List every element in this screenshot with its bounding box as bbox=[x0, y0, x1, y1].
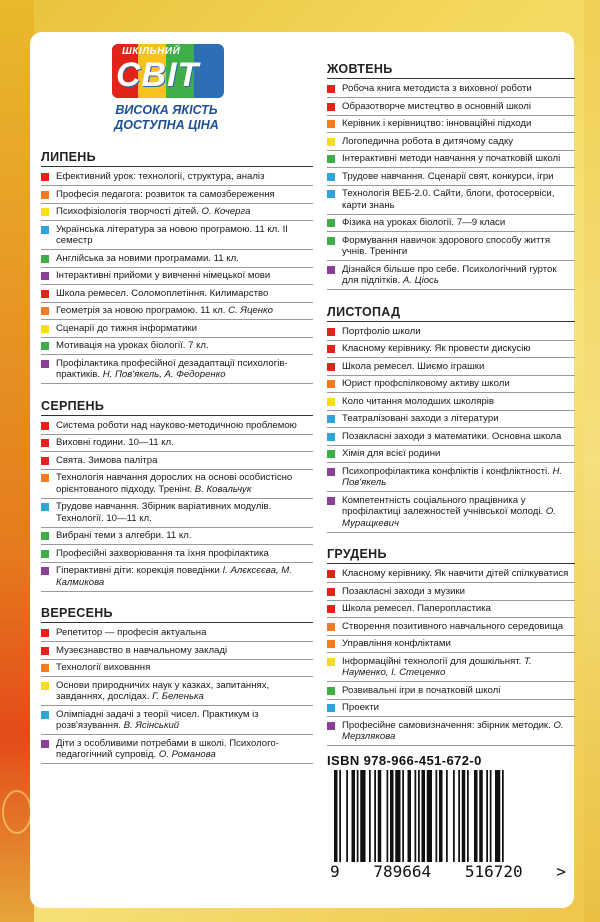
section-1 bbox=[41, 387, 313, 592]
barcode-bar bbox=[486, 770, 488, 862]
color-marker-icon bbox=[41, 439, 49, 447]
list-item bbox=[327, 235, 575, 262]
item-title: Школа ремесел. Шиємо іграшки bbox=[342, 360, 485, 372]
color-marker-icon bbox=[41, 740, 49, 748]
barcode-bar bbox=[439, 770, 443, 862]
color-marker-icon bbox=[41, 422, 49, 430]
barcode-bar bbox=[479, 770, 483, 862]
logo-tagline-1: ВИСОКА ЯКІСТЬ bbox=[115, 103, 218, 117]
list-item bbox=[327, 217, 575, 232]
barcode-bar bbox=[402, 770, 404, 862]
item-author: О. Мерзлякова bbox=[342, 719, 564, 742]
list-item bbox=[327, 466, 575, 493]
item-title: Гіперактивні діти: корекція поведінки bbox=[56, 565, 223, 576]
list-item bbox=[327, 638, 575, 653]
logo-tagline-2: ДОСТУПНА ЦІНА bbox=[114, 118, 219, 132]
list-item bbox=[327, 413, 575, 428]
barcode-digit-prefix: 9 bbox=[330, 862, 340, 881]
item-title: Сценарії до тижня інформатики bbox=[56, 322, 198, 334]
item-title: Олімпіадні задачі з теорії чисел. Практикум із розв'язування. bbox=[56, 708, 259, 731]
barcode-bar bbox=[422, 770, 426, 874]
color-marker-icon bbox=[41, 629, 49, 637]
section-0 bbox=[41, 150, 313, 384]
item-author: А. Ціось bbox=[402, 275, 439, 286]
item-title: Інформаційні технології для дошкільнят. bbox=[342, 655, 524, 667]
list-item bbox=[41, 662, 313, 677]
item-title: Коло читання молодших школярів bbox=[342, 395, 495, 407]
item-title: Технологія ВЕБ-2.0. Сайти, блоги, фотосервіси, карти знань bbox=[342, 188, 555, 211]
item-title: Компетентність соціального працівника у профілактиці залежностей учнівської молоді. bbox=[342, 494, 546, 517]
item-title: Створення позитивного навчального середовища bbox=[342, 620, 564, 632]
barcode-bar bbox=[374, 770, 376, 862]
list-item bbox=[41, 420, 313, 435]
list-item bbox=[327, 83, 575, 98]
color-marker-icon bbox=[327, 450, 335, 458]
color-marker-icon bbox=[41, 290, 49, 298]
item-author: В. Ясінський bbox=[123, 720, 180, 731]
color-marker-icon bbox=[327, 497, 335, 505]
list-item bbox=[327, 586, 575, 601]
month-heading: ЛИПЕНЬ bbox=[41, 150, 313, 167]
barcode-bar bbox=[334, 770, 338, 874]
list-item bbox=[327, 568, 575, 583]
isbn-text: ISBN 978-966-451-672-0 bbox=[327, 753, 482, 768]
color-marker-icon bbox=[41, 550, 49, 558]
barcode-digit-suffix: > bbox=[556, 862, 566, 881]
section-5 bbox=[327, 535, 575, 746]
color-marker-icon bbox=[41, 532, 49, 540]
color-marker-icon bbox=[327, 266, 335, 274]
color-marker-icon bbox=[41, 711, 49, 719]
month-heading: ЖОВТЕНЬ bbox=[327, 62, 575, 79]
item-title: Профілактика професійної дезадаптації психологів-практиків. bbox=[56, 357, 288, 380]
list-item bbox=[327, 326, 575, 341]
title-list bbox=[327, 326, 575, 533]
section-2 bbox=[41, 594, 313, 764]
item-author: С. Яценко bbox=[228, 305, 273, 316]
item-title: Основи природничих наук у казках, запитаннях, завданнях, дослідах. bbox=[56, 679, 270, 702]
barcode-bar bbox=[395, 770, 400, 862]
item-title: Ефективний урок: технології, структура, аналіз bbox=[56, 171, 265, 182]
item-title: Портфоліо школи bbox=[342, 325, 421, 337]
barcode-bar bbox=[462, 770, 466, 862]
color-marker-icon bbox=[327, 722, 335, 730]
section-3 bbox=[327, 62, 575, 290]
list-item bbox=[327, 603, 575, 618]
month-heading: ЛИСТОПАД bbox=[327, 305, 575, 322]
color-marker-icon bbox=[327, 605, 335, 613]
item-title: Інтерактивні прийоми у вивченні німецької мови bbox=[56, 270, 271, 281]
color-marker-icon bbox=[327, 138, 335, 146]
list-item bbox=[41, 206, 313, 221]
color-marker-icon bbox=[327, 588, 335, 596]
list-item bbox=[41, 340, 313, 355]
color-marker-icon bbox=[327, 237, 335, 245]
barcode-bar bbox=[495, 770, 500, 862]
color-marker-icon bbox=[327, 155, 335, 163]
barcode-bar bbox=[453, 770, 455, 862]
list-item bbox=[41, 455, 313, 470]
list-item bbox=[327, 188, 575, 215]
color-marker-icon bbox=[327, 380, 335, 388]
list-item bbox=[41, 171, 313, 186]
item-title: Логопедична робота в дитячому садку bbox=[342, 135, 514, 147]
logo-big-text: СВІТ bbox=[116, 56, 200, 94]
color-marker-icon bbox=[41, 208, 49, 216]
list-item bbox=[327, 685, 575, 700]
barcode-bar bbox=[346, 770, 348, 862]
color-marker-icon bbox=[327, 687, 335, 695]
item-title: Позакласні заходи з математики. Основна школа bbox=[342, 430, 562, 442]
color-marker-icon bbox=[327, 173, 335, 181]
item-title: Психопрофілактика конфліктів і конфліктності. bbox=[342, 465, 553, 477]
color-marker-icon bbox=[41, 664, 49, 672]
item-title: Інтерактивні методи навчання у початковій школі bbox=[342, 153, 561, 164]
barcode-bar bbox=[408, 770, 412, 862]
color-marker-icon bbox=[41, 255, 49, 263]
list-item bbox=[41, 270, 313, 285]
item-title: Формування навичок здорового способу життя учнів. Тренінги bbox=[342, 234, 551, 257]
color-marker-icon bbox=[327, 345, 335, 353]
item-title: Англійська за новими програмами. 11 кл. bbox=[56, 252, 239, 264]
publisher-logo bbox=[94, 42, 239, 132]
barcode-bar bbox=[378, 770, 382, 862]
list-item bbox=[327, 448, 575, 463]
color-marker-icon bbox=[327, 219, 335, 227]
item-title: Класному керівнику. Як навчити дітей спілкуватися bbox=[342, 568, 569, 579]
background-left-strip bbox=[0, 0, 34, 922]
list-item bbox=[41, 358, 313, 385]
list-item bbox=[327, 720, 575, 747]
color-marker-icon bbox=[327, 363, 335, 371]
list-item bbox=[327, 656, 575, 683]
item-title: Геометрія за новою програмою. 11 кл. bbox=[56, 305, 229, 316]
item-title: Робоча книга методиста з виховної роботи bbox=[342, 83, 532, 94]
color-marker-icon bbox=[327, 398, 335, 406]
item-title: Проекти bbox=[342, 702, 379, 713]
item-title: Професійне самовизначення: збірник методик. bbox=[342, 719, 554, 731]
item-title: Позакласні заходи з музики bbox=[342, 585, 466, 597]
list-item bbox=[327, 495, 575, 533]
item-title: Українська література за новою програмою. 11 кл. ІІ семестр bbox=[56, 223, 288, 246]
color-marker-icon bbox=[327, 433, 335, 441]
barcode-bar bbox=[369, 770, 371, 862]
item-author: Т. Науменко, І. Стеценко bbox=[342, 655, 532, 678]
section-4 bbox=[327, 293, 575, 533]
list-item bbox=[327, 396, 575, 411]
barcode-bar bbox=[387, 770, 389, 862]
item-title: Технологія навчання дорослих на основі особистісно орієнтованого підходу. Тренінг. bbox=[56, 472, 293, 495]
color-marker-icon bbox=[41, 567, 49, 575]
list-item bbox=[327, 702, 575, 717]
barcode-digit-group-2: 516720 bbox=[464, 862, 523, 881]
title-list bbox=[327, 83, 575, 290]
list-item bbox=[327, 378, 575, 393]
item-title: Хімія для всієї родини bbox=[342, 448, 441, 459]
barcode-digit-group-1: 789664 bbox=[373, 862, 432, 881]
month-heading: ВЕРЕСЕНЬ bbox=[41, 606, 313, 623]
list-item bbox=[327, 118, 575, 133]
item-title: Управління конфліктами bbox=[342, 638, 451, 649]
title-list bbox=[41, 171, 313, 384]
barcode-bar bbox=[436, 770, 438, 862]
barcode-bar bbox=[458, 770, 460, 862]
color-marker-icon bbox=[41, 173, 49, 181]
item-title: Музеєзнавство в навчальному закладі bbox=[56, 644, 228, 656]
list-item bbox=[41, 472, 313, 499]
item-title: Образотворче мистецтво в основній школі bbox=[342, 100, 531, 112]
item-author: І. Алєксєєва, М. Калмикова bbox=[56, 565, 292, 588]
list-item bbox=[327, 171, 575, 186]
list-item bbox=[327, 101, 575, 116]
background-right-strip bbox=[584, 0, 600, 922]
color-marker-icon bbox=[41, 682, 49, 690]
barcode-bar bbox=[357, 770, 359, 862]
item-title: Трудове навчання. Збірник варіативних модулів. Технології. 10—11 кл. bbox=[56, 501, 272, 524]
decorative-swirl bbox=[2, 790, 32, 834]
color-marker-icon bbox=[327, 640, 335, 648]
barcode-bar bbox=[467, 770, 469, 862]
list-item bbox=[327, 153, 575, 168]
item-title: Мотивація на уроках біології. 7 кл. bbox=[56, 340, 209, 351]
color-marker-icon bbox=[41, 325, 49, 333]
item-title: Розвивальні ігри в початковій школі bbox=[342, 684, 501, 696]
color-marker-icon bbox=[327, 623, 335, 631]
color-marker-icon bbox=[327, 103, 335, 111]
item-author: О. Кочерга bbox=[201, 206, 251, 217]
month-heading: СЕРПЕНЬ bbox=[41, 399, 313, 416]
barcode-bar bbox=[352, 770, 356, 862]
color-marker-icon bbox=[327, 570, 335, 578]
item-author: О. Муращкевич bbox=[342, 506, 556, 529]
item-author: В. Ковальчук bbox=[194, 483, 252, 495]
color-marker-icon bbox=[41, 191, 49, 199]
month-heading: ГРУДЕНЬ bbox=[327, 547, 575, 564]
list-item bbox=[41, 530, 313, 545]
color-marker-icon bbox=[41, 457, 49, 465]
item-title: Професія педагога: розвиток та самозбереження bbox=[56, 188, 275, 200]
item-title: Трудове навчання. Сценарії свят, конкурси, ігри bbox=[342, 170, 554, 182]
title-list bbox=[41, 420, 313, 592]
item-title: Класному керівнику. Як провести дискусію bbox=[342, 343, 531, 354]
color-marker-icon bbox=[41, 226, 49, 234]
item-title: Театралізовані заходи з літератури bbox=[342, 413, 499, 424]
item-title: Дізнайся більше про себе. Психологічний гурток для підлітків. bbox=[342, 263, 557, 286]
title-list bbox=[327, 568, 575, 746]
list-item bbox=[41, 253, 313, 268]
list-item bbox=[41, 305, 313, 320]
color-marker-icon bbox=[41, 503, 49, 511]
color-marker-icon bbox=[327, 704, 335, 712]
item-title: Керівник і керівництво: інноваційні підходи bbox=[342, 118, 532, 129]
color-marker-icon bbox=[327, 120, 335, 128]
list-item bbox=[41, 224, 313, 251]
list-item bbox=[41, 548, 313, 563]
item-title: Школа ремесел. Паперопластика bbox=[342, 603, 492, 614]
list-item bbox=[327, 136, 575, 151]
list-item bbox=[41, 189, 313, 204]
color-marker-icon bbox=[41, 647, 49, 655]
item-title: Діти з особливими потребами в школі. Психолого-педагогічний супровід. bbox=[56, 737, 279, 760]
list-item bbox=[41, 709, 313, 736]
list-item bbox=[41, 501, 313, 528]
item-author: О. Романова bbox=[158, 749, 216, 760]
barcode-bar bbox=[390, 770, 394, 862]
item-title: Свята. Зимова палітра bbox=[56, 454, 158, 466]
barcode-bar bbox=[446, 770, 448, 862]
color-marker-icon bbox=[41, 307, 49, 315]
list-item bbox=[327, 343, 575, 358]
list-item bbox=[41, 288, 313, 303]
barcode-bar bbox=[339, 770, 341, 874]
color-marker-icon bbox=[327, 468, 335, 476]
list-item bbox=[327, 264, 575, 291]
list-item bbox=[41, 680, 313, 707]
item-title: Система роботи над науково-методичною проблемою bbox=[56, 419, 297, 431]
color-marker-icon bbox=[327, 658, 335, 666]
barcode-bar bbox=[415, 770, 417, 862]
list-item bbox=[327, 361, 575, 376]
list-item bbox=[327, 431, 575, 446]
color-marker-icon bbox=[41, 474, 49, 482]
item-author: Н. Пов'якель, А. Федоренко bbox=[102, 369, 226, 380]
item-author: Г. Беленька bbox=[152, 691, 204, 702]
list-item bbox=[41, 645, 313, 660]
list-item bbox=[41, 738, 313, 765]
item-title: Професійні захворювання та їхня профілактика bbox=[56, 547, 269, 559]
list-item bbox=[41, 437, 313, 452]
item-title: Юрист профспілковому активу школи bbox=[342, 378, 510, 389]
item-title: Психофізіологія творчості дітей. bbox=[56, 206, 202, 217]
color-marker-icon bbox=[41, 342, 49, 350]
list-item bbox=[41, 627, 313, 642]
item-title: Вибрані теми з алгебри. 11 кл. bbox=[56, 530, 192, 541]
item-title: Репетитор — професія актуальна bbox=[56, 627, 207, 638]
item-author: Н. Пов'якель bbox=[342, 465, 563, 488]
list-item bbox=[41, 565, 313, 592]
barcode-bar bbox=[427, 770, 432, 862]
right-column bbox=[327, 62, 575, 749]
barcode-bar bbox=[418, 770, 420, 874]
barcode-bar bbox=[474, 770, 478, 862]
list-item bbox=[327, 621, 575, 636]
barcode-bar bbox=[490, 770, 492, 862]
barcode-digits bbox=[330, 862, 566, 882]
item-title: Технології виховання bbox=[56, 662, 151, 673]
barcode-bar bbox=[502, 770, 504, 874]
left-column bbox=[41, 150, 313, 767]
item-title: Фізика на уроках біології. 7—9 класи bbox=[342, 217, 506, 228]
barcode-bar bbox=[360, 770, 365, 862]
color-marker-icon bbox=[327, 85, 335, 93]
item-title: Школа ремесел. Соломоплетіння. Килимарство bbox=[56, 287, 269, 299]
logo-small-text: ШКІЛЬНИЙ bbox=[122, 46, 181, 57]
color-marker-icon bbox=[327, 190, 335, 198]
list-item bbox=[41, 323, 313, 338]
item-title: Виховні години. 10—11 кл. bbox=[56, 437, 174, 448]
color-marker-icon bbox=[41, 272, 49, 280]
color-marker-icon bbox=[327, 415, 335, 423]
title-list bbox=[41, 627, 313, 764]
color-marker-icon bbox=[41, 360, 49, 368]
color-marker-icon bbox=[327, 328, 335, 336]
